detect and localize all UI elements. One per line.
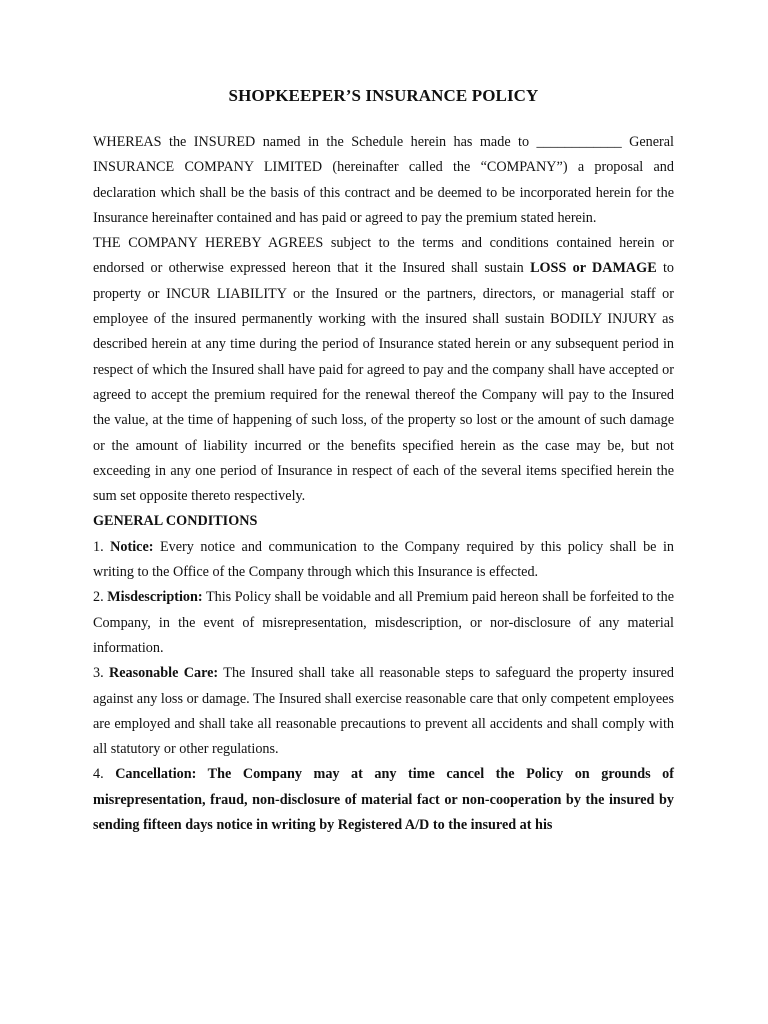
condition-number: 1. [93,538,111,555]
condition-title: Reasonable Care: [109,665,219,682]
agreement-paragraph [93,231,674,509]
agreement-bold-loss-damage: LOSS or DAMAGE [530,260,657,277]
condition-text: Every notice and communication to the Company required by this policy shall be in writing to the Office of the Company through which this Insurance is effected. [93,538,674,581]
condition-title: Notice: [110,538,154,555]
whereas-paragraph: WHEREAS the INSURED named in the Schedule herein has made to ____________ General INSURANCE COMPANY LIMITED (hereinafter called the “COMPANY”) a proposal and declaration which shall be the basis of this contract and be deemed to be incorporated herein for the Insurance hereinafter contained and has paid or agreed to pay the premium stated herein. [93,134,674,226]
condition-number: 3. [93,665,110,682]
page-title: SHOPKEEPER’S INSURANCE POLICY [228,86,539,105]
agreement-text-part2: to property or INCUR LIABILITY or the Insured or the partners, directors, or managerial staff or employee of the insured permanently working with the insured shall sustain BODILY INJURY as described herein at any time during the period of Insurance stated herein or any subsequent period in respect of which the Insured shall have paid for agreed to pay and the company shall have accepted or agreed to accept the premium required for the renewal thereof the Company will pay to the Insured the value, at the time of happening of such loss, of the property so lost or the amount of such damage or the amount of liability incurred or the benefits specified herein as the case may be, but not exceeding in any one period of Insurance in respect of each of the several items specified herein the sum set opposite thereto respectively. [93,260,674,505]
condition-title: Cancellation: [115,766,197,783]
condition-misdescription [93,585,674,661]
condition-notice [93,535,674,586]
condition-text: The Insured shall take all reasonable steps to safeguard the property insured against any loss or damage. The Insured shall exercise reasonable care that only competent employees are employed and shall take all reasonable precautions to prevent all accidents and shall comply with all statutory or other regulations. [93,665,674,758]
condition-number: 4. [93,766,116,783]
condition-reasonable-care [93,661,674,762]
general-conditions-heading: GENERAL CONDITIONS [93,513,258,530]
agreement-text-part1: THE COMPANY HEREBY AGREES subject to the terms and conditions contained herein or endorsed or otherwise expressed hereon that it the Insured shall sustain [93,235,674,277]
condition-text: The Company may at any time cancel the Policy on grounds of misrepresentation, fraud, non-disclosure of material fact or non-cooperation by the insured by sending fifteen days notice in writing by Registered A/D to the insured at his [93,766,674,834]
condition-text: This Policy shall be voidable and all Premium paid hereon shall be forfeited to the Company, in the event of misrepresentation, misdescription, or nor-disclosure of any material information. [93,589,675,656]
condition-number: 2. [93,589,108,606]
condition-cancellation [93,762,674,838]
condition-title: Misdescription: [107,589,203,606]
